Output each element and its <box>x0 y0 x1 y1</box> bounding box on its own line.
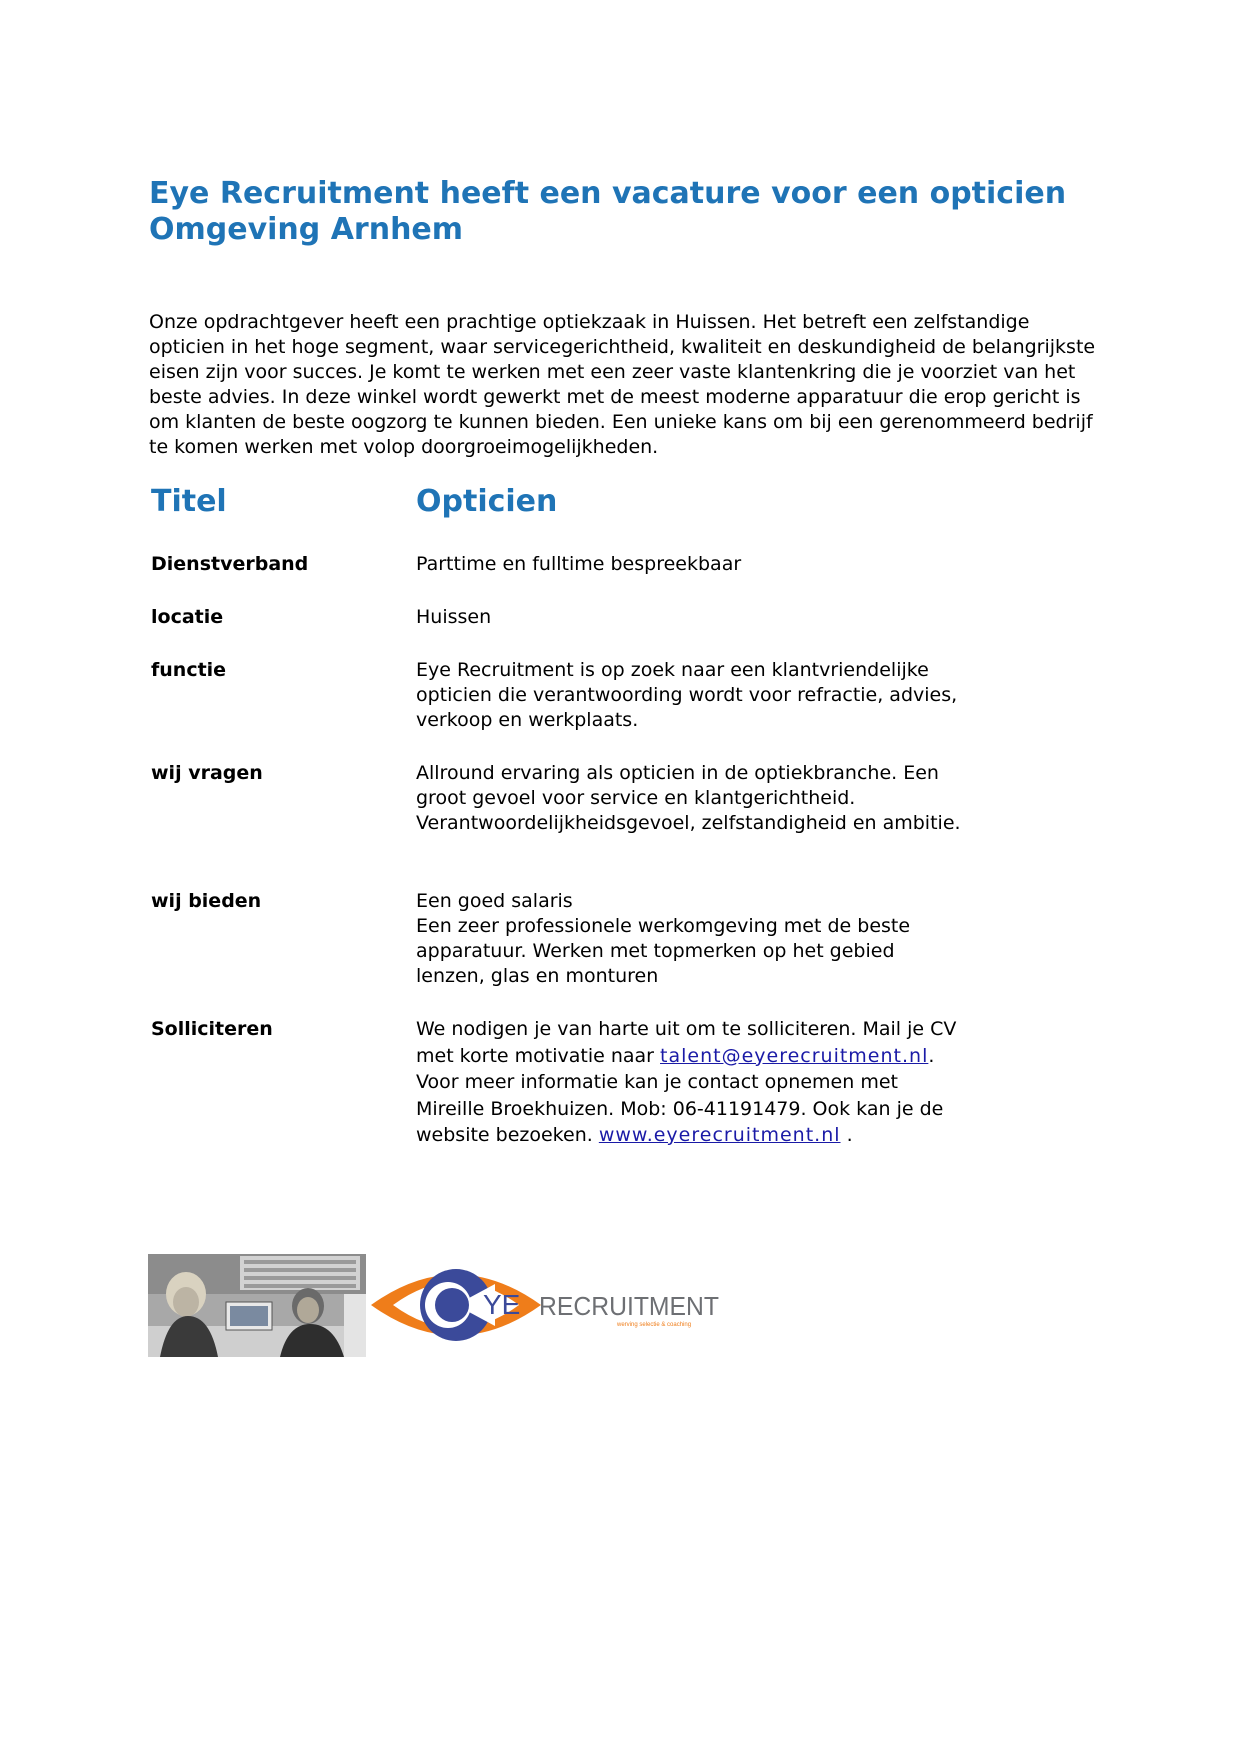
intro-line: eisen zijn voor succes. Je komt te werken met een zeer vaste klantenkring die je voorziet van het <box>149 361 1076 383</box>
value-line: Voor meer informatie kan je contact opnemen met <box>416 1071 898 1093</box>
value-line: Mireille Broekhuizen. Mob: 06-41191479. Ook kan je de <box>416 1097 944 1120</box>
functie-value <box>416 658 996 733</box>
page-heading <box>149 176 1066 248</box>
dienstverband-label: Dienstverband <box>151 553 309 575</box>
wij-bieden-value <box>416 889 996 989</box>
value-line <box>416 1043 996 1070</box>
heading-line-1: Eye Recruitment heeft een vacature voor een opticien <box>149 176 1067 211</box>
text-fragment: . <box>840 1124 853 1146</box>
intro-line: beste advies. In deze winkel wordt gewerkt met de meest moderne apparatuur die erop gericht is <box>149 386 1081 408</box>
value-line: Een goed salaris <box>416 890 573 912</box>
value-line: opticien die verantwoording wordt voor refractie, advies, <box>416 684 958 706</box>
intro-line: opticien in het hoge segment, waar servicegerichtheid, kwaliteit en deskundigheid de belangrijkste <box>149 336 1096 358</box>
value-line: apparatuur. Werken met topmerken op het gebied <box>416 940 895 962</box>
text-fragment: . <box>928 1044 935 1067</box>
intro-line: Onze opdrachtgever heeft een prachtige optiekzaak in Huissen. Het betreft een zelfstandige <box>149 311 1030 333</box>
value-line: Parttime en fulltime bespreekbaar <box>416 553 742 575</box>
office-photo <box>148 1254 366 1357</box>
value-line: Een zeer professionele werkomgeving met de beste <box>416 915 911 937</box>
text-fragment: website bezoeken. <box>416 1124 599 1146</box>
value-line: Eye Recruitment is op zoek naar een klantvriendelijke <box>416 659 929 681</box>
text-fragment: met korte motivatie naar <box>416 1044 661 1067</box>
eye-recruitment-logo <box>371 1250 721 1360</box>
wij-vragen-value <box>416 761 996 836</box>
heading-line-2: Omgeving Arnhem <box>149 212 464 247</box>
dienstverband-value <box>416 552 996 577</box>
locatie-label: locatie <box>151 606 224 628</box>
value-line <box>416 1122 996 1149</box>
website-link[interactable]: www.eyerecruitment.nl <box>598 1124 841 1146</box>
logo-mark-text: YE <box>483 1289 521 1320</box>
title-value: Opticien <box>416 484 558 519</box>
email-link[interactable]: talent@eyerecruitment.nl <box>660 1044 929 1067</box>
value-line: Verantwoordelijkheidsgevoel, zelfstandigheid en ambitie. <box>416 812 961 834</box>
functie-label: functie <box>151 659 227 681</box>
value-line: We nodigen je van harte uit om te solliciteren. Mail je CV <box>416 1018 957 1040</box>
intro-paragraph <box>149 310 1109 460</box>
logo-brand-text: RECRUITMENT <box>539 1291 720 1321</box>
intro-line: om klanten de beste oogzorg te kunnen bieden. Een unieke kans om bij een gerenommeerd bedrijf <box>149 411 1093 433</box>
solliciteren-label: Solliciteren <box>151 1018 273 1040</box>
wij-vragen-label: wij vragen <box>151 762 263 784</box>
value-line: Allround ervaring als opticien in de optiekbranche. Een <box>416 762 939 784</box>
wij-bieden-label: wij bieden <box>151 890 262 912</box>
value-line: verkoop en werkplaats. <box>416 709 639 731</box>
value-line: lenzen, glas en monturen <box>416 965 659 987</box>
title-label: Titel <box>151 484 227 519</box>
value-line: Huissen <box>416 606 492 628</box>
value-line: groot gevoel voor service en klantgerichtheid. <box>416 787 856 809</box>
intro-line: te komen werken met volop doorgroeimogelijkheden. <box>149 436 659 458</box>
logo-tagline: werving selectie & coaching <box>617 1322 692 1328</box>
solliciteren-value <box>416 1016 996 1149</box>
locatie-value <box>416 605 996 630</box>
